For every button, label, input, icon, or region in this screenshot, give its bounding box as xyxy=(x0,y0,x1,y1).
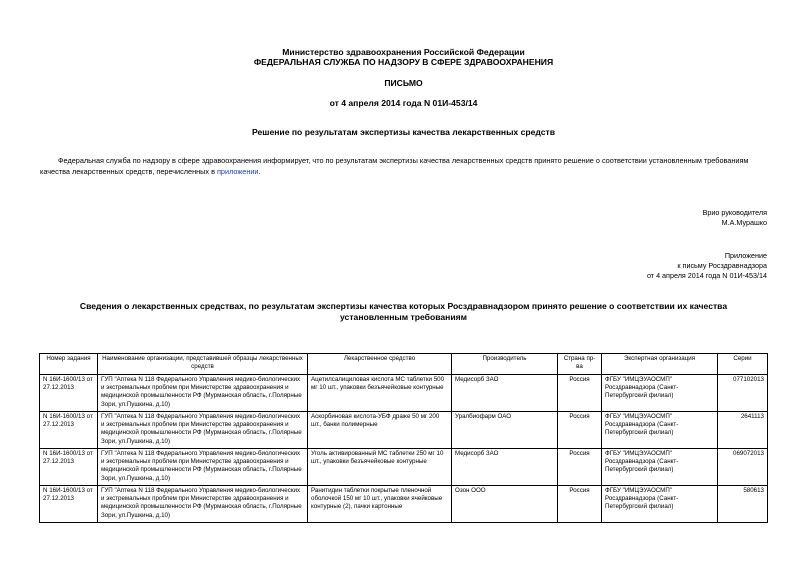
table-row xyxy=(40,412,768,449)
col-header-country: Страна пр-ва xyxy=(558,354,602,375)
paragraph-end: . xyxy=(258,167,261,176)
table-row xyxy=(40,375,768,412)
col-header-series: Серии xyxy=(718,354,768,375)
service-heading: ФЕДЕРАЛЬНАЯ СЛУЖБА ПО НАДЗОРУ В СФЕРЕ ЗДРАВООХРАНЕНИЯ xyxy=(253,57,554,67)
cell-number: N 16И-1600/13 от 27.12.2013 xyxy=(40,449,98,486)
appendix-line-1: Приложение xyxy=(724,251,767,260)
cell-organization: ГУП "Аптека N 118 Федерального Управления медико-биологических и экстремальных проблем при Министерстве здравоохранения и медицинской промышленности РФ (Мурманская область, г.Полярные Зори, ул.Пушкина, д.10) xyxy=(98,375,308,412)
cell-country: Россия xyxy=(558,449,602,486)
cell-manufacturer: Уралбиофарм ОАО xyxy=(452,412,558,449)
cell-country: Россия xyxy=(558,375,602,412)
appendix-link[interactable]: приложении xyxy=(216,167,259,176)
cell-organization: ГУП "Аптека N 118 Федерального Управления медико-биологических и экстремальных проблем при Министерстве здравоохранения и медицинской промышленности РФ (Мурманская область, г.Полярные Зори, ул.Пушкина, д.10) xyxy=(98,486,308,523)
cell-organization: ГУП "Аптека N 118 Федерального Управления медико-биологических и экстремальных проблем при Министерстве здравоохранения и медицинской промышленности РФ (Мурманская область, г.Полярные Зори, ул.Пушкина, д.10) xyxy=(98,449,308,486)
cell-expert: ФГБУ "ИМЦЭУАОСМП" Росздравнадзора (Санкт-Петербургский филиал) xyxy=(602,449,718,486)
col-header-organization: Наименование организации, представившей образцы лекарственных средств xyxy=(98,354,308,375)
cell-series: 580613 xyxy=(718,486,768,523)
cell-country: Россия xyxy=(558,486,602,523)
col-header-expert: Экспертная организация xyxy=(602,354,718,375)
col-header-number: Номер задания xyxy=(40,354,98,375)
signature-block xyxy=(703,208,767,228)
cell-expert: ФГБУ "ИМЦЭУАОСМП" Росздравнадзора (Санкт-Петербургский филиал) xyxy=(602,412,718,449)
ministry-heading: Министерство здравоохранения Российской Федерации xyxy=(282,47,525,57)
col-header-manufacturer: Производитель xyxy=(452,354,558,375)
cell-organization: ГУП "Аптека N 118 Федерального Управления медико-биологических и экстремальных проблем при Министерстве здравоохранения и медицинской промышленности РФ (Мурманская область, г.Полярные Зори, ул.Пушкина, д.10) xyxy=(98,412,308,449)
doc-date: от 4 апреля 2014 года N 01И-453/14 xyxy=(329,98,478,108)
appendix-line-3: от 4 апреля 2014 года N 01И-453/14 xyxy=(646,271,767,280)
drugs-table xyxy=(39,353,768,523)
subject-title: Решение по результатам экспертизы качества лекарственных средств xyxy=(251,127,556,137)
cell-number: N 16И-1600/13 от 27.12.2013 xyxy=(40,375,98,412)
cell-series: 077102013 xyxy=(718,375,768,412)
appendix-title: Сведения о лекарственных средствах, по результатам экспертизы качества которых Росздравнадзором принято решение о соответствии их качества установленным требованиям xyxy=(79,301,728,322)
table-header-row xyxy=(40,354,768,375)
signature-position: Врио руководителя xyxy=(702,208,767,217)
cell-manufacturer: Озон ООО xyxy=(452,486,558,523)
cell-expert: ФГБУ "ИМЦЭУАОСМП" Росздравнадзора (Санкт-Петербургский филиал) xyxy=(602,375,718,412)
table-row xyxy=(40,449,768,486)
appendix-block xyxy=(647,251,767,281)
signature-name: М.А.Мурашко xyxy=(721,218,767,227)
cell-drug: Ацетилсалициловая кислота МС таблетки 500 мг 10 шт., упаковки безъячейковые контурные xyxy=(308,375,452,412)
appendix-line-2: к письму Росздравнадзора xyxy=(677,261,767,270)
cell-manufacturer: Медисорб ЗАО xyxy=(452,449,558,486)
cell-series: 2641113 xyxy=(718,412,768,449)
paragraph-text: Федеральная служба по надзору в сфере здравоохранения информирует, что по результатам экспертизы качества лекарственных средств принято решение о соответствии установленным требованиям качества лекарственных средств, перечисленных в xyxy=(40,156,749,176)
table-row xyxy=(40,486,768,523)
cell-drug: Уголь активированный МС таблетки 250 мг 10 шт., упаковки безъячейковые контурные xyxy=(308,449,452,486)
cell-drug: Аскорбиновая кислота-УБФ драже 50 мг 200 шт., банки полимерные xyxy=(308,412,452,449)
cell-country: Россия xyxy=(558,412,602,449)
cell-number: N 16И-1600/13 от 27.12.2013 xyxy=(40,412,98,449)
cell-manufacturer: Медисорб ЗАО xyxy=(452,375,558,412)
body-paragraph xyxy=(40,155,770,177)
cell-drug: Ранитидин таблетки покрытые пленочной оболочкой 150 мг 10 шт., упаковки ячейковые контурные (2), пачки картонные xyxy=(308,486,452,523)
cell-number: N 16И-1600/13 от 27.12.2013 xyxy=(40,486,98,523)
col-header-drug: Лекарственное средство xyxy=(308,354,452,375)
cell-series: 069072013 xyxy=(718,449,768,486)
cell-expert: ФГБУ "ИМЦЭУАОСМП" Росздравнадзора (Санкт-Петербургский филиал) xyxy=(602,486,718,523)
doc-type: ПИСЬМО xyxy=(384,78,423,88)
